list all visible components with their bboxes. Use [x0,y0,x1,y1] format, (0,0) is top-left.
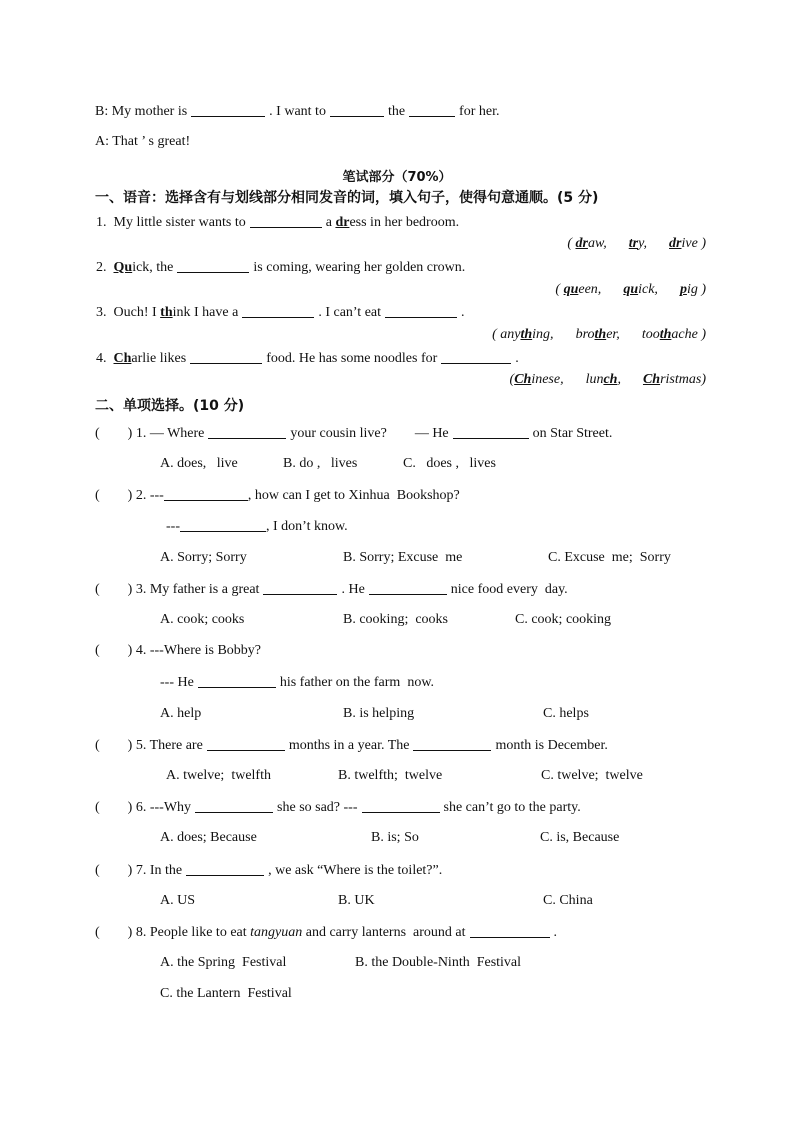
option-word: too [641,327,660,342]
dialog-text: B: My mother is [95,104,188,119]
question-number: 3. [96,305,107,320]
mc-question-3 [95,580,568,599]
question-text: and carry lanterns around at [305,925,466,940]
question-number: 4. [96,351,107,366]
question-text: your cousin live? [290,426,387,441]
answer-blank[interactable] [369,580,447,595]
dialog-text: . I want to [269,104,326,119]
answer-blank[interactable] [385,303,457,318]
question-text: 1. — Where [135,426,205,441]
phonics-options-1: ( draw, try, drive ) [567,236,706,251]
option-word: inese, [531,372,564,387]
option-word: ig [686,282,698,297]
phonics-options-3: ( anything, brother, toothache ) [492,327,706,342]
mc-question-8 [95,923,557,942]
answer-blank[interactable] [190,349,262,364]
question-number: 2. [96,260,107,275]
answer-blank[interactable] [453,424,529,439]
option-word: ristmas [660,372,702,387]
answer-blank[interactable] [263,580,337,595]
question-text: is coming, wearing her golden crown. [253,260,466,275]
question-text: 5. There are [135,738,203,753]
question-text: ick, the [132,260,174,275]
option-a[interactable]: A. does; Because [160,830,257,845]
answer-blank[interactable] [186,861,264,876]
written-part-title: 笔试部分（70%） [342,170,452,185]
underlined-sound: ch [603,372,618,387]
mc-question-2 [95,486,460,505]
question-text-italic: tangyuan [250,925,303,940]
underlined-sound: Ch [642,372,661,387]
answer-paren[interactable]: ( ) [95,426,133,441]
underlined-sound: dr [669,236,682,251]
phonics-options-4: (Chinese, lunch, Christmas) [509,372,706,387]
answer-blank[interactable] [470,923,550,938]
answer-paren[interactable]: ( ) [95,488,133,503]
option-word: er, [606,327,620,342]
question-text: months in a year. The [288,738,410,753]
answer-blank[interactable] [409,102,455,117]
phonics-question-1 [96,213,459,232]
option-b[interactable]: B. the Double-Ninth Festival [355,955,522,970]
underlined-sound: th [594,327,607,342]
option-b[interactable]: B. do , lives [283,456,358,471]
option-c[interactable]: C. Excuse me; Sorry [548,550,671,565]
underlined-sound: tr [628,236,639,251]
answer-paren[interactable]: ( ) [95,863,133,878]
question-text: a [325,215,332,230]
phonics-question-4 [96,349,519,368]
question-text: she so sad? --- [277,800,358,815]
option-c[interactable]: C. the Lantern Festival [160,986,292,1001]
option-a[interactable]: A. cook; cooks [160,612,245,627]
underlined-sound: qu [563,282,579,297]
question-text: food. He has some noodles for [266,351,438,366]
mc-question-2-reply [166,517,348,536]
mc-question-7 [95,861,442,880]
option-word: , [617,372,621,387]
question-text: 3. My father is a great [135,582,260,597]
underlined-sound: th [659,327,672,342]
question-text: . [515,351,519,366]
question-text: , we ask “Where is the toilet?”. [268,863,443,878]
phonics-question-3 [96,303,465,322]
option-word: ive [681,236,698,251]
question-text: . I can’t eat [318,305,382,320]
underlined-sound: th [520,327,533,342]
answer-paren[interactable]: ( ) [95,800,133,815]
underlined-sound: Qu [113,260,133,275]
option-word: een, [578,282,602,297]
option-a[interactable]: A. US [160,893,196,908]
option-b[interactable]: B. is; So [371,830,419,845]
option-a[interactable]: A. twelve; twelfth [166,768,271,783]
option-a[interactable]: A. help [160,706,202,721]
option-c[interactable]: C. does , lives [403,456,496,471]
underlined-sound: Ch [514,372,532,387]
section1-heading: 一、语音：选择含有与划线部分相同发音的词，填入句子，使得句意通顺。(5 分) [95,190,599,206]
question-text: she can’t go to the party. [443,800,581,815]
option-word: lun [585,372,604,387]
mc-question-1 [95,424,612,443]
question-text: month is December. [495,738,608,753]
question-text: 2. --- [135,488,164,503]
option-b[interactable]: B. UK [338,893,375,908]
option-c[interactable]: C. China [543,893,593,908]
answer-blank[interactable] [413,736,491,751]
answer-blank[interactable] [180,517,266,532]
answer-paren[interactable]: ( ) [95,582,133,597]
option-word: ing, [532,327,554,342]
question-text: . [461,305,465,320]
option-a[interactable]: A. does, live [160,456,238,471]
question-text: 7. In the [135,863,183,878]
question-text: . He [341,582,365,597]
underlined-sound: dr [575,236,588,251]
option-word: aw, [587,236,607,251]
question-text: nice food every day. [450,582,568,597]
option-word: bro [575,327,595,342]
question-number: 1. [96,215,107,230]
question-text: Ouch! I [113,305,157,320]
option-b[interactable]: B. Sorry; Excuse me [343,550,463,565]
option-b[interactable]: B. cooking; cooks [343,612,448,627]
option-word: any [500,327,521,342]
question-text: his father on the farm now. [279,675,435,690]
mc-question-4-reply [160,673,434,692]
question-text: on Star Street. [532,426,613,441]
question-text: --- He [160,675,194,690]
answer-blank[interactable] [362,798,440,813]
dialog-a-line: A: That ’ s great! [95,134,191,149]
mc-question-6 [95,798,581,817]
underlined-sound: qu [623,282,639,297]
phonics-question-2 [96,258,465,277]
answer-blank[interactable] [242,303,314,318]
option-word: ache [671,327,698,342]
option-word: y, [638,236,648,251]
mc-question-4 [95,642,261,660]
option-word: ick, [638,282,658,297]
question-text: , I don’t know. [266,519,348,534]
answer-blank[interactable] [208,424,286,439]
answer-blank[interactable] [164,486,248,501]
option-b[interactable]: B. is helping [343,706,415,721]
option-a[interactable]: A. Sorry; Sorry [160,550,247,565]
underlined-sound: dr [335,215,350,230]
mc-question-5 [95,736,608,755]
answer-blank[interactable] [198,673,276,688]
question-text: 6. ---Why [135,800,192,815]
question-text: 4. ---Where is Bobby? [135,643,262,658]
underlined-sound: p [679,282,687,297]
answer-blank[interactable] [177,258,249,273]
question-text: --- [166,519,180,534]
answer-blank[interactable] [195,798,273,813]
answer-paren[interactable]: ( ) [95,643,133,658]
question-text: 8. People like to eat [135,925,247,940]
question-text: My little sister wants to [113,215,246,230]
underlined-sound: Ch [113,351,132,366]
question-text: ess in her bedroom. [349,215,460,230]
answer-paren[interactable]: ( ) [95,738,133,753]
section2-heading: 二、单项选择。(10 分) [95,398,245,414]
dialog-text: the [387,104,406,119]
answer-paren[interactable]: ( ) [95,925,133,940]
answer-blank[interactable] [441,349,511,364]
option-c[interactable]: C. twelve; twelve [541,768,643,783]
answer-blank[interactable] [207,736,285,751]
phonics-options-2: ( queen, quick, pig ) [555,282,706,297]
option-c[interactable]: C. helps [543,706,589,721]
dialog-b-line [95,102,499,121]
question-text: , how can I get to Xinhua Bookshop? [247,488,460,503]
dialog-text: for her. [459,104,500,119]
option-c[interactable]: C. cook; cooking [515,612,612,627]
question-text: arlie likes [131,351,187,366]
answer-blank[interactable] [191,102,265,117]
answer-blank[interactable] [330,102,384,117]
option-a[interactable]: A. the Spring Festival [160,955,287,970]
underlined-sound: th [160,305,173,320]
option-c[interactable]: C. is, Because [540,830,620,845]
answer-blank[interactable] [250,213,322,228]
question-text: ink I have a [172,305,239,320]
question-text: . [553,925,558,940]
option-b[interactable]: B. twelfth; twelve [338,768,443,783]
question-text: — He [414,426,449,441]
